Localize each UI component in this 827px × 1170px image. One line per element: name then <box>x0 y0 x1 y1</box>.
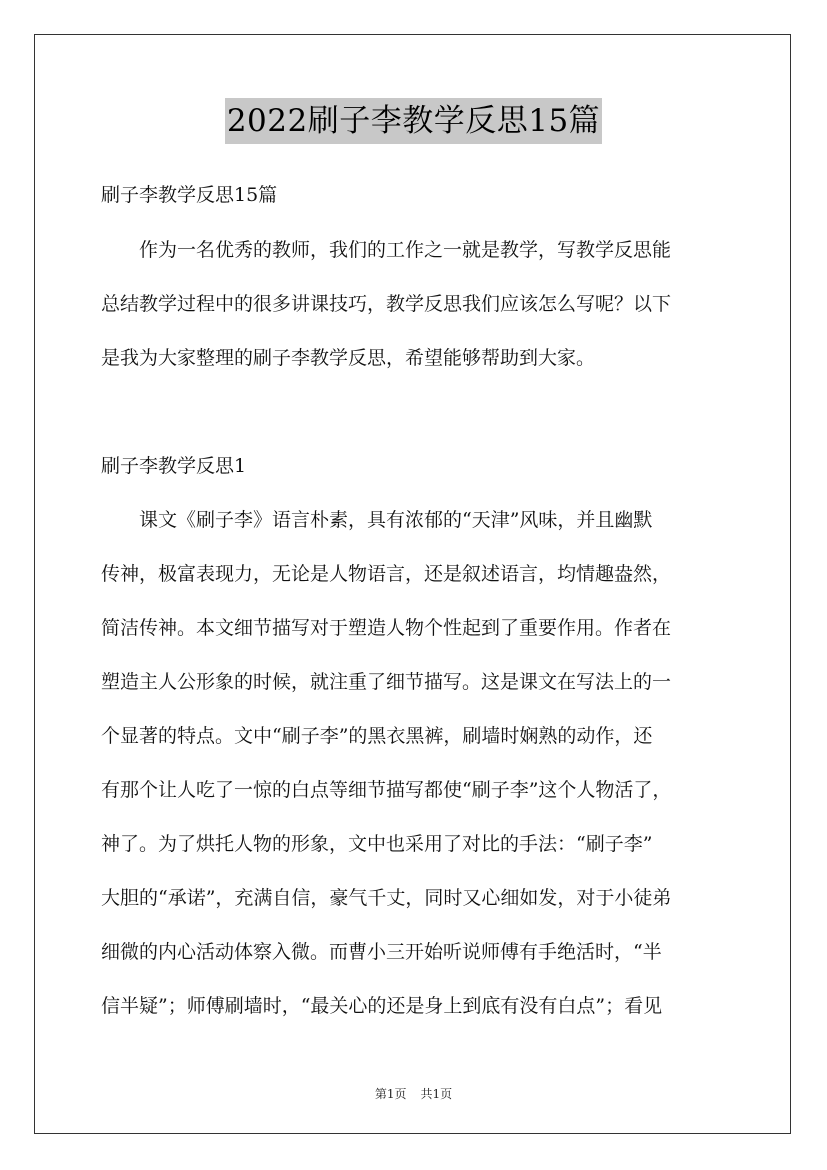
body-line: 神了。为了烘托人物的形象，文中也采用了对比的手法：“刷子李” <box>101 833 653 855</box>
body-line: 个显著的特点。文中“刷子李”的黑衣黑裤，刷墙时娴熟的动作，还 <box>101 725 653 747</box>
body-line: 有那个让人吃了一惊的白点等细节描写都使“刷子李”这个人物活了， <box>101 779 672 801</box>
body-line: 细微的内心活动体察入微。而曹小三开始听说师傅有手绝活时，“半 <box>101 941 662 963</box>
title-container <box>0 98 827 144</box>
section-heading: 刷子李教学反思1 <box>101 455 247 477</box>
intro-line: 是我为大家整理的刷子李教学反思，希望能够帮助到大家。 <box>101 347 596 369</box>
intro-line: 作为一名优秀的教师，我们的工作之一就是教学，写教学反思能 <box>101 239 672 261</box>
body-line: 大胆的“承诺”，充满自信，豪气千丈，同时又心细如发，对于小徒弟 <box>101 887 672 909</box>
body-line: 传神，极富表现力，无论是人物语言，还是叙述语言，均情趣盎然， <box>101 563 672 585</box>
page-total: 共1页 <box>420 1087 453 1101</box>
body-line: 简洁传神。本文细节描写对于塑造人物个性起到了重要作用。作者在 <box>101 617 672 639</box>
document-title: 2022刷子李教学反思15篇 <box>225 98 602 144</box>
body-line: 塑造主人公形象的时候，就注重了细节描写。这是课文在写法上的一 <box>101 671 672 693</box>
body-line: 信半疑”；师傅刷墙时，“最关心的还是身上到底有没有白点”；看见 <box>101 995 663 1017</box>
page-number: 第1页 <box>374 1087 407 1101</box>
intro-line: 总结教学过程中的很多讲课技巧，教学反思我们应该怎么写呢？以下 <box>101 293 672 315</box>
document-subtitle: 刷子李教学反思15篇 <box>101 184 278 206</box>
page-footer <box>0 1085 827 1102</box>
body-line: 课文《刷子李》语言朴素，具有浓郁的“天津”风味，并且幽默 <box>101 509 653 531</box>
